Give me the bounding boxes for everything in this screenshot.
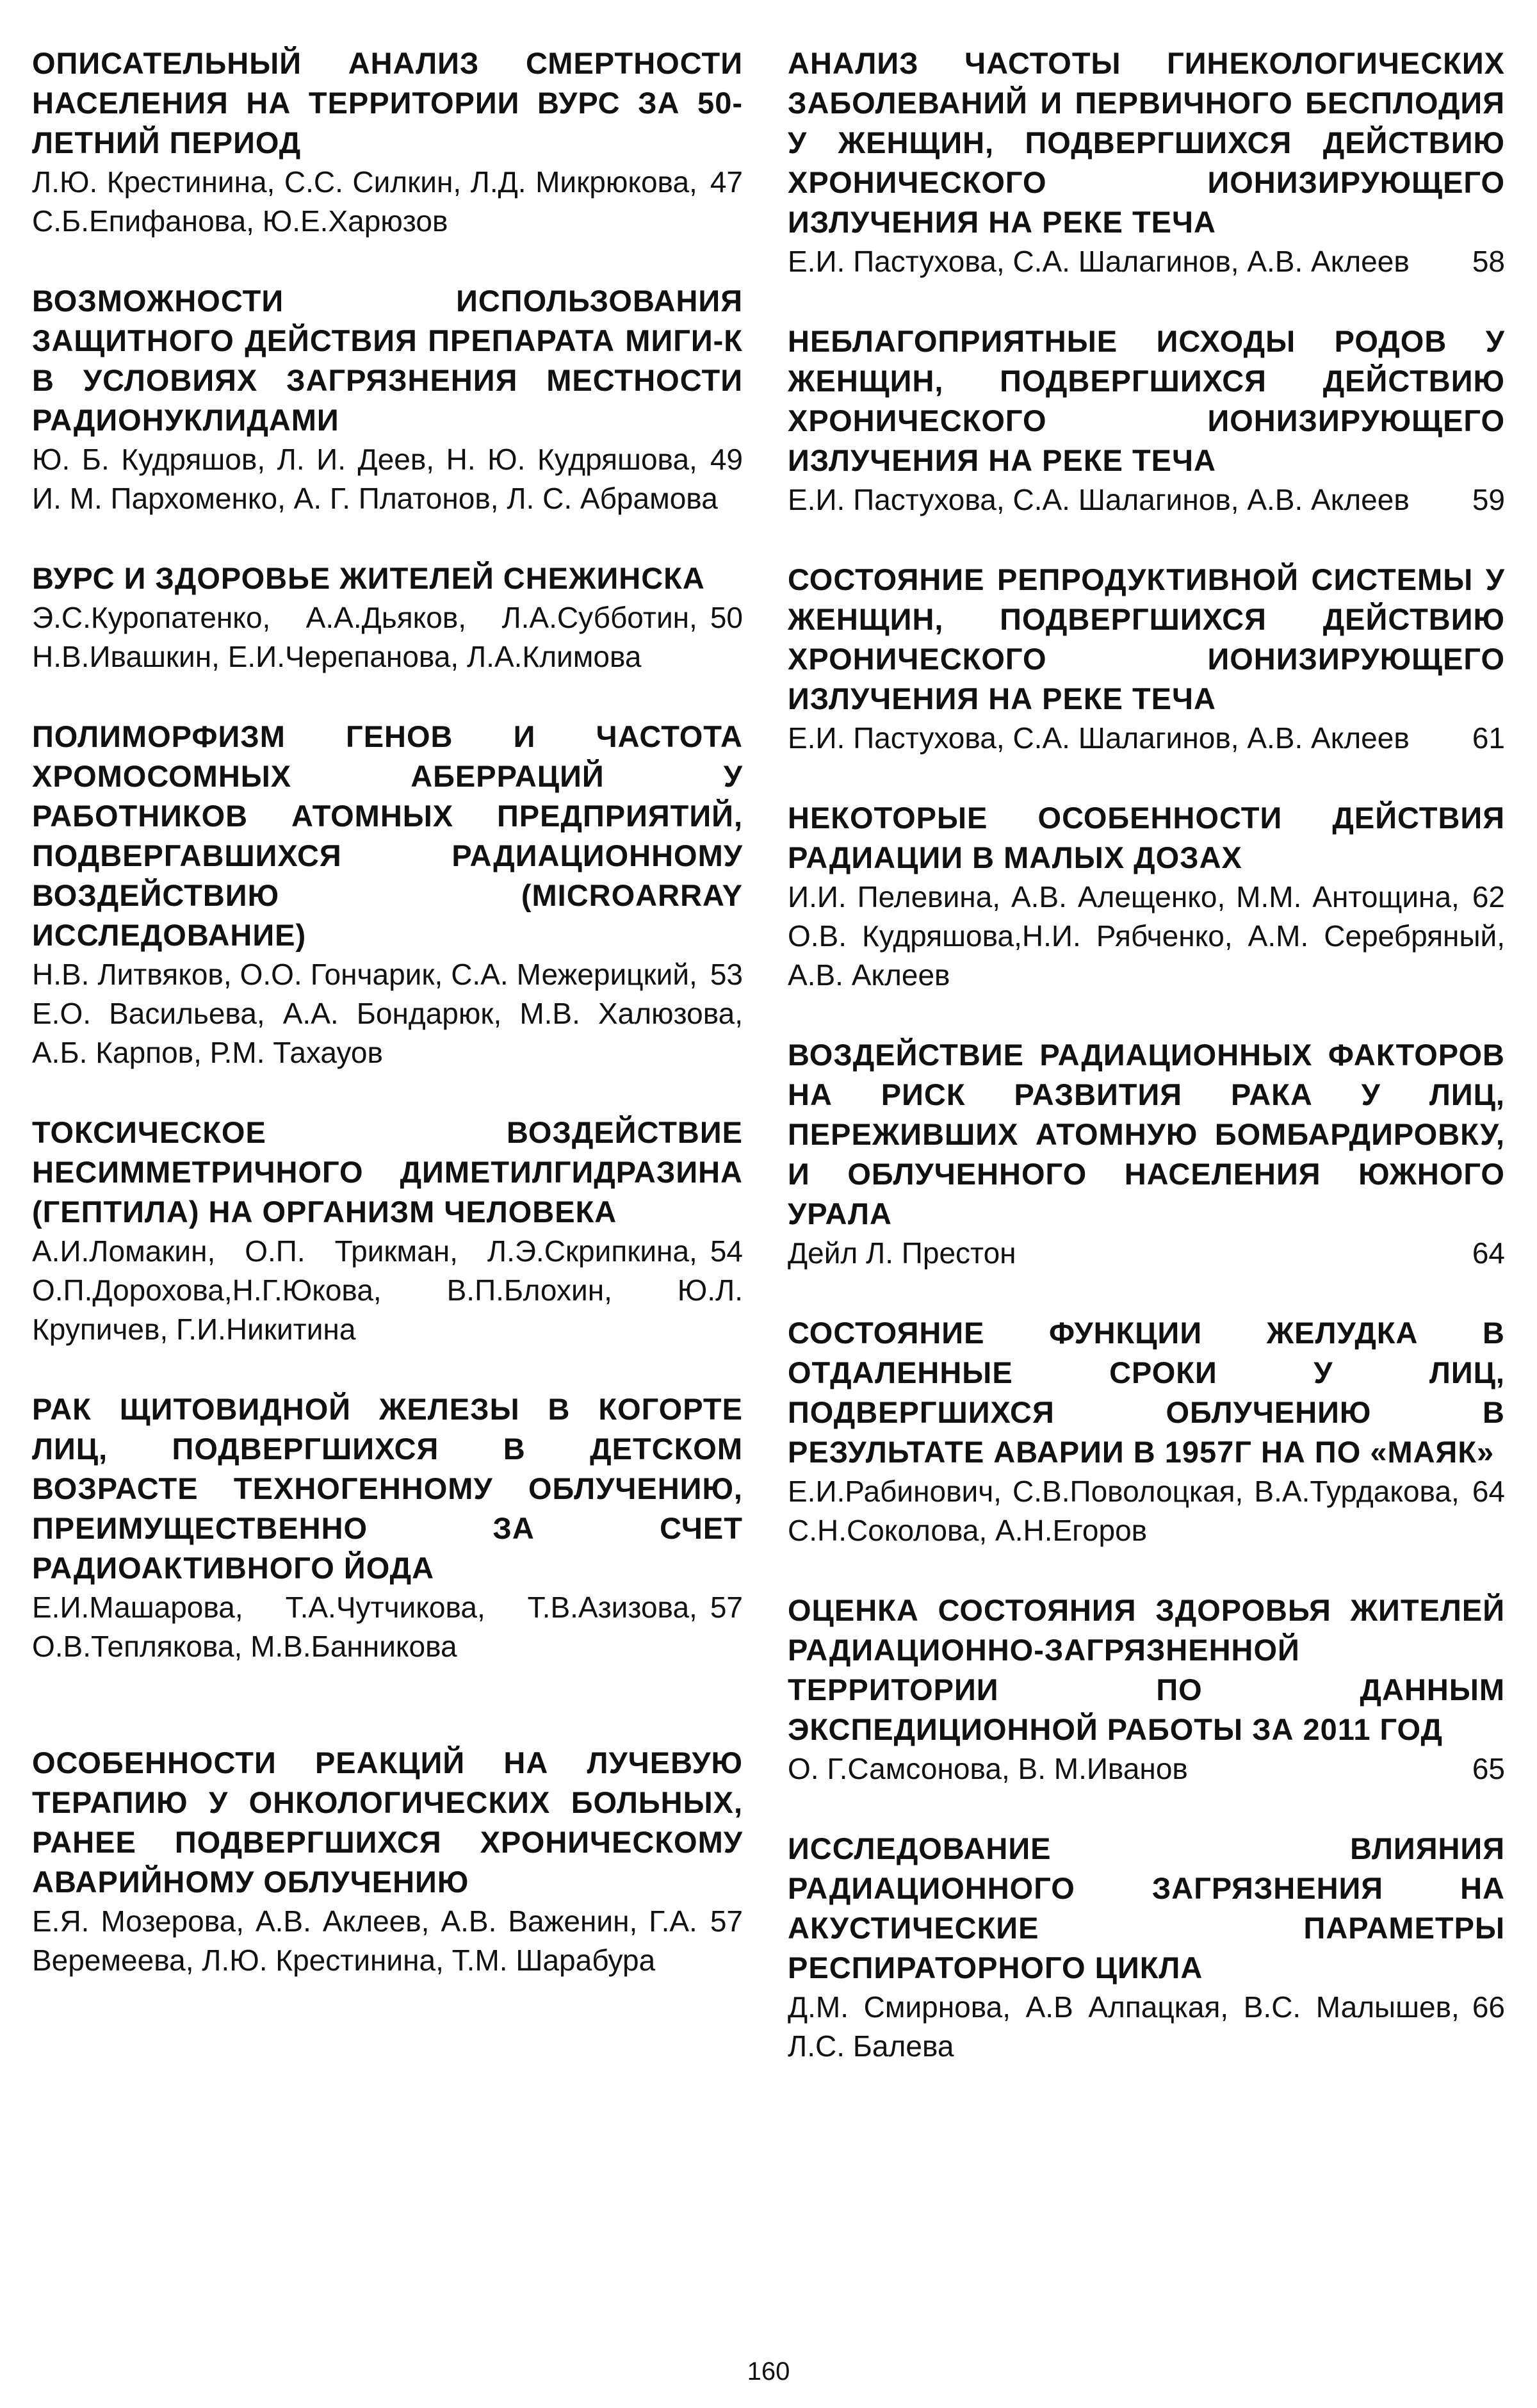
entry-authors: [32, 1588, 743, 1666]
entry-page-number: 57: [710, 1591, 743, 1624]
entry-authors: [32, 1902, 743, 1980]
entry-authors: [32, 955, 743, 1072]
entry-page-number: 58: [1472, 245, 1505, 278]
entry-authors: [32, 598, 743, 676]
entry-authors: [32, 163, 743, 241]
entry-title: СОСТОЯНИЕ РЕПРОДУКТИВНОЙ СИСТЕМЫ У ЖЕНЩИН, ПОДВЕРГШИХСЯ ДЕЙСТВИЮ ХРОНИЧЕСКОГО ИОНИЗИРУЮЩЕГО ИЗЛУЧЕНИЯ НА РЕКЕ ТЕЧА: [788, 562, 1505, 716]
entry-author-list: Л.Ю. Крестинина, С.С. Силкин, Л.Д. Микрюкова, С.Б.Епифанова, Ю.Е.Харюзов: [32, 165, 697, 238]
entry-page-number: 61: [1472, 721, 1505, 755]
entry-title: ВОЗМОЖНОСТИ ИСПОЛЬЗОВАНИЯ ЗАЩИТНОГО ДЕЙСТВИЯ ПРЕПАРАТА МИГИ-К В УСЛОВИЯХ ЗАГРЯЗНЕНИЯ МЕСТНОСТИ РАДИОНУКЛИДАМИ: [32, 284, 743, 437]
entry-title: ОЦЕНКА СОСТОЯНИЯ ЗДОРОВЬЯ ЖИТЕЛЕЙ РАДИАЦИОННО-ЗАГРЯЗНЕННОЙ ТЕРРИТОРИИ ПО ДАННЫМ ЭКСПЕДИЦИОННОЙ РАБОТЫ ЗА 2011 ГОД: [788, 1593, 1505, 1746]
entry-title: ТОКСИЧЕСКОЕ ВОЗДЕЙСТВИЕ НЕСИММЕТРИЧНОГО ДИМЕТИЛГИДРАЗИНА (ГЕПТИЛА) НА ОРГАНИЗМ ЧЕЛОВЕКА: [32, 1115, 743, 1229]
entry-title: НЕБЛАГОПРИЯТНЫЕ ИСХОДЫ РОДОВ У ЖЕНЩИН, ПОДВЕРГШИХСЯ ДЕЙСТВИЮ ХРОНИЧЕСКОГО ИОНИЗИРУЮЩЕГО ИЗЛУЧЕНИЯ НА РЕКЕ ТЕЧА: [788, 324, 1505, 477]
toc-entry: [788, 1313, 1505, 1550]
toc-entry: [32, 1389, 743, 1666]
entry-page-number: 59: [1472, 483, 1505, 516]
toc-right-column: [788, 44, 1505, 2066]
toc-entry: [788, 560, 1505, 758]
toc-entry: [788, 322, 1505, 520]
entry-author-list: Дейл Л. Престон: [788, 1236, 1016, 1270]
entry-page-number: 53: [710, 958, 743, 991]
entry-author-list: Ю. Б. Кудряшов, Л. И. Деев, Н. Ю. Кудряшова, И. М. Пархоменко, А. Г. Платонов, Л. С. Абрамова: [32, 443, 718, 515]
entry-page-number: 62: [1472, 880, 1505, 913]
entry-author-list: А.И.Ломакин, О.П. Трикман, Л.Э.Скрипкина, О.П.Дорохова,Н.Г.Юкова, В.П.Блохин, Ю.Л. Крупичев, Г.И.Никитина: [32, 1234, 743, 1346]
entry-authors: [788, 1472, 1505, 1550]
toc-entry: [788, 44, 1505, 281]
toc-entry: [32, 559, 743, 676]
entry-title: ОПИСАТЕЛЬНЫЙ АНАЛИЗ СМЕРТНОСТИ НАСЕЛЕНИЯ НА ТЕРРИТОРИИ ВУРС ЗА 50-ЛЕТНИЙ ПЕРИОД: [32, 46, 743, 160]
entry-authors: [788, 1988, 1505, 2066]
entry-page-number: 64: [1472, 1475, 1505, 1508]
entry-author-list: Н.В. Литвяков, О.О. Гончарик, С.А. Межерицкий, Е.О. Васильева, А.А. Бондарюк, М.В. Халюзова, А.Б. Карпов, Р.М. Тахауов: [32, 958, 743, 1069]
entry-title: ВУРС И ЗДОРОВЬЕ ЖИТЕЛЕЙ СНЕЖИНСКА: [32, 561, 705, 595]
entry-page-number: 47: [710, 165, 743, 199]
entry-authors: [788, 1749, 1505, 1789]
entry-author-list: Д.М. Смирнова, А.В Алпацкая, В.С. Малышев, Л.С. Балева: [788, 1990, 1460, 2063]
entry-page-number: 54: [710, 1234, 743, 1268]
toc-entry: [32, 1743, 743, 1980]
entry-author-list: Е.И.Машарова, Т.А.Чутчикова, Т.В.Азизова, О.В.Теплякова, М.В.Банникова: [32, 1591, 697, 1663]
entry-author-list: Е.И. Пастухова, С.А. Шалагинов, А.В. Аклеев: [788, 483, 1410, 516]
entry-authors: [788, 242, 1505, 281]
entry-authors: [788, 878, 1505, 995]
toc-entry: [788, 1035, 1505, 1273]
entry-title: АНАЛИЗ ЧАСТОТЫ ГИНЕКОЛОГИЧЕСКИХ ЗАБОЛЕВАНИЙ И ПЕРВИЧНОГО БЕСПЛОДИЯ У ЖЕНЩИН, ПОДВЕРГШИХСЯ ДЕЙСТВИЮ ХРОНИЧЕСКОГО ИОНИЗИРУЮЩЕГО ИЗЛУЧЕНИЯ НА РЕКЕ ТЕЧА: [788, 46, 1505, 239]
toc-entry: [788, 1591, 1505, 1789]
toc-entry: [32, 281, 743, 518]
entry-title: ПОЛИМОРФИЗМ ГЕНОВ И ЧАСТОТА ХРОМОСОМНЫХ АБЕРРАЦИЙ У РАБОТНИКОВ АТОМНЫХ ПРЕДПРИЯТИЙ, ПОДВЕРГАВШИХСЯ РАДИАЦИОННОМУ ВОЗДЕЙСТВИЮ (MICROARRAY ИССЛЕДОВАНИЕ): [32, 719, 743, 952]
toc-entry: [788, 1829, 1505, 2066]
entry-authors: [788, 480, 1505, 520]
entry-authors: [788, 719, 1505, 758]
entry-title: ИССЛЕДОВАНИЕ ВЛИЯНИЯ РАДИАЦИОННОГО ЗАГРЯЗНЕНИЯ НА АКУСТИЧЕСКИЕ ПАРАМЕТРЫ РЕСПИРАТОРНОГО ЦИКЛА: [788, 1831, 1505, 1985]
entry-page-number: 49: [710, 443, 743, 476]
entry-authors: [788, 1234, 1505, 1273]
entry-page-number: 65: [1472, 1752, 1505, 1785]
entry-authors: [32, 440, 743, 518]
entry-author-list: Е.И. Пастухова, С.А. Шалагинов, А.В. Аклеев: [788, 245, 1410, 278]
entry-title: НЕКОТОРЫЕ ОСОБЕННОСТИ ДЕЙСТВИЯ РАДИАЦИИ В МАЛЫХ ДОЗАХ: [788, 801, 1505, 874]
entry-title: ВОЗДЕЙСТВИЕ РАДИАЦИОННЫХ ФАКТОРОВ НА РИСК РАЗВИТИЯ РАКА У ЛИЦ, ПЕРЕЖИВШИХ АТОМНУЮ БОМБАРДИРОВКУ, И ОБЛУЧЕННОГО НАСЕЛЕНИЯ ЮЖНОГО УРАЛА: [788, 1038, 1505, 1231]
entry-author-list: Е.Я. Мозерова, А.В. Аклеев, А.В. Важенин, Г.А. Веремеева, Л.Ю. Крестинина, Т.М. Шарабура: [32, 1904, 697, 1977]
entry-page-number: 50: [710, 601, 743, 634]
entry-title: ОСОБЕННОСТИ РЕАКЦИЙ НА ЛУЧЕВУЮ ТЕРАПИЮ У ОНКОЛОГИЧЕСКИХ БОЛЬНЫХ, РАНЕЕ ПОДВЕРГШИХСЯ ХРОНИЧЕСКОМУ АВАРИЙНОМУ ОБЛУЧЕНИЮ: [32, 1746, 743, 1899]
toc-entry: [32, 717, 743, 1072]
toc-entry: [32, 44, 743, 241]
entry-author-list: Е.И. Пастухова, С.А. Шалагинов, А.В. Аклеев: [788, 721, 1410, 755]
entry-authors: [32, 1232, 743, 1349]
toc-left-column: [32, 44, 743, 1980]
entry-page-number: 66: [1472, 1990, 1505, 2024]
entry-page-number: 64: [1472, 1236, 1505, 1270]
entry-page-number: 57: [710, 1904, 743, 1938]
entry-title: РАК ЩИТОВИДНОЙ ЖЕЛЕЗЫ В КОГОРТЕ ЛИЦ, ПОДВЕРГШИХСЯ В ДЕТСКОМ ВОЗРАСТЕ ТЕХНОГЕННОМУ ОБЛУЧЕНИЮ, ПРЕИМУЩЕСТВЕННО ЗА СЧЕТ РАДИОАКТИВНОГО ЙОДА: [32, 1392, 743, 1585]
entry-title: СОСТОЯНИЕ ФУНКЦИИ ЖЕЛУДКА В ОТДАЛЕННЫЕ СРОКИ У ЛИЦ, ПОДВЕРГШИХСЯ ОБЛУЧЕНИЮ В РЕЗУЛЬТАТЕ АВАРИИ В 1957Г НА ПО «МАЯК»: [788, 1316, 1505, 1469]
page-number-footer: 160: [747, 2357, 790, 2386]
toc-entry: [788, 798, 1505, 995]
entry-author-list: И.И. Пелевина, А.В. Алещенко, М.М. Антощина, О.В. Кудряшова,Н.И. Рябченко, А.М. Серебряный, А.В. Аклеев: [788, 880, 1505, 992]
entry-author-list: О. Г.Самсонова, В. М.Иванов: [788, 1752, 1188, 1785]
entry-author-list: Э.С.Куропатенко, А.А.Дьяков, Л.А.Субботин, Н.В.Ивашкин, Е.И.Черепанова, Л.А.Климова: [32, 601, 697, 673]
toc-entry: [32, 1113, 743, 1349]
entry-author-list: Е.И.Рабинович, С.В.Поволоцкая, В.А.Турдакова, С.Н.Соколова, А.Н.Егоров: [788, 1475, 1460, 1547]
